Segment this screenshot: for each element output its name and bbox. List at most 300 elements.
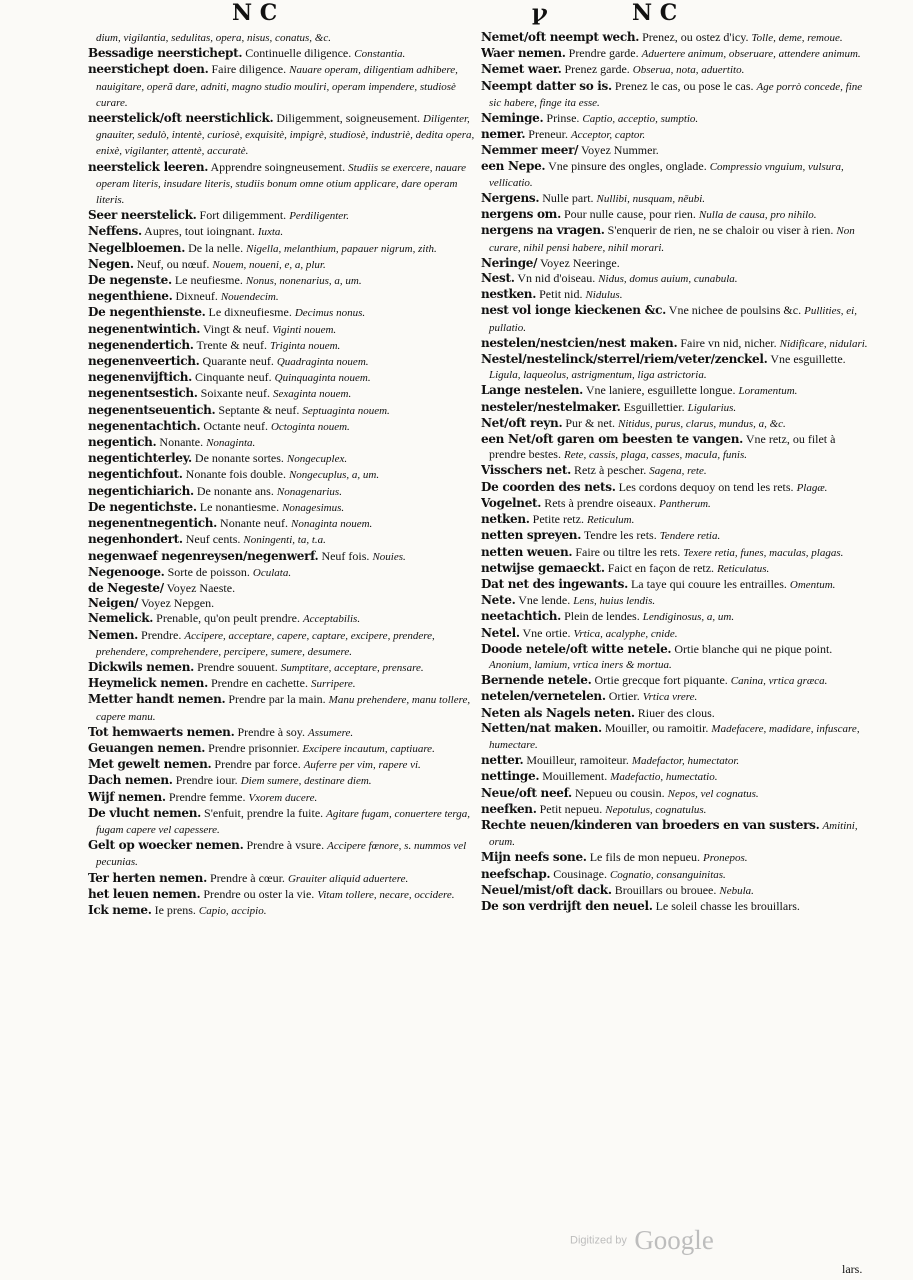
latin-gloss: Cognatio, consanguinitas. — [609, 868, 726, 881]
headword: negenentseuentich. — [88, 402, 216, 417]
french-gloss: Septante & neuf. — [218, 402, 300, 417]
dictionary-entry — [481, 496, 871, 512]
french-gloss: Vne laniere, esguillette longue. — [585, 383, 736, 398]
dictionary-entry — [481, 528, 871, 544]
dictionary-entry — [481, 46, 871, 62]
headword: netten weuen. — [481, 544, 573, 559]
french-gloss: Voyez Naeste. — [166, 580, 236, 595]
dictionary-entry — [88, 484, 478, 500]
dictionary-entry — [88, 549, 478, 565]
french-gloss: Mouillement. — [542, 769, 608, 784]
headword: nettinge. — [481, 769, 540, 784]
latin-gloss: Sexaginta nouem. — [273, 388, 352, 401]
french-gloss: S'enquerir de rien, ne se chaloir ou viser à rien. — [607, 223, 834, 238]
french-gloss: De nonante sortes. — [194, 451, 284, 466]
latin-gloss: Nulla de causa, pro nihilo. — [698, 209, 817, 222]
latin-gloss: dium, vigilantia, sedulitas, opera, nisus, conatus, &c. — [96, 32, 331, 44]
french-gloss: Prendre par force. — [214, 757, 301, 772]
latin-gloss: Noningenti, ta, t.a. — [243, 534, 326, 547]
headword: Ter herten nemen. — [88, 870, 207, 885]
latin-gloss: Quinquaginta nouem. — [274, 372, 371, 385]
dictionary-entry — [481, 159, 871, 191]
latin-gloss: Madefactor, humectator. — [631, 755, 740, 768]
headword: nergens om. — [481, 207, 561, 222]
french-gloss: Prinse. — [546, 111, 580, 126]
latin-gloss: Omentum. — [789, 578, 836, 591]
dictionary-entry — [481, 127, 871, 143]
french-gloss: Petit nepueu. — [539, 801, 603, 816]
dictionary-entry — [88, 46, 478, 62]
french-gloss: Vne pinsure des ongles, onglade. — [548, 158, 707, 173]
french-gloss: Prenez, ou ostez d'icy. — [642, 30, 749, 44]
dictionary-entry — [481, 463, 871, 479]
headword: negenentsestich. — [88, 386, 198, 401]
latin-gloss: Auferre per vim, rapere vi. — [303, 759, 421, 772]
latin-gloss: Nongecuplex. — [286, 453, 348, 466]
french-gloss: Prenez le cas, ou pose le cas. — [614, 78, 754, 93]
latin-gloss: Assumere. — [308, 726, 354, 739]
latin-gloss: Vitam tollere, necare, occidere. — [317, 888, 455, 901]
french-gloss: Prendre femme. — [168, 789, 246, 804]
dictionary-entry — [481, 62, 871, 78]
headword: netwijse gemaeckt. — [481, 560, 605, 575]
latin-gloss: Compressio vnguium, vulsura, vellicatio. — [489, 160, 844, 189]
headword: Neempt datter so is. — [481, 78, 612, 93]
french-gloss: Prendre à vsure. — [246, 838, 325, 853]
french-gloss: Le fils de mon nepueu. — [589, 850, 700, 865]
french-gloss: Prendre par la main. — [228, 692, 326, 707]
french-gloss: Prendre à cœur. — [209, 870, 285, 885]
headword: netter. — [481, 753, 524, 768]
catchword: lars. — [842, 1262, 863, 1276]
dictionary-entry — [88, 111, 478, 160]
dictionary-entry — [88, 596, 478, 611]
headword: negentich. — [88, 435, 157, 450]
french-gloss: Petit nid. — [539, 287, 583, 302]
dictionary-entry — [88, 516, 478, 532]
dictionary-entry — [88, 660, 478, 676]
dictionary-entry — [88, 741, 478, 757]
dictionary-entry — [88, 790, 478, 806]
latin-gloss: Anonium, lamium, vrtica iners & mortua. — [489, 658, 672, 671]
latin-gloss: Nidus, domus auium, cunabula. — [598, 273, 738, 286]
latin-gloss: Nepos, vel cognatus. — [667, 787, 759, 800]
dictionary-entry — [481, 721, 871, 753]
french-gloss: Faict en façon de retz. — [607, 560, 715, 575]
french-gloss: Pour nulle cause, pour rien. — [563, 207, 696, 222]
latin-gloss: Lens, huius lendis. — [573, 595, 656, 608]
latin-gloss: Rete, cassis, plaga, casses, macula, funis. — [563, 449, 747, 462]
latin-gloss: Pantherum. — [659, 497, 711, 510]
latin-gloss: Lendiginosus, a, um. — [642, 611, 735, 624]
dictionary-entry — [481, 336, 871, 352]
french-gloss: Prenez garde. — [564, 62, 630, 77]
headword: neerstichept doen. — [88, 62, 209, 77]
french-gloss: Vne nichee de poulsins &c. — [668, 303, 802, 318]
dictionary-entry — [88, 565, 478, 581]
dictionary-entry — [481, 577, 871, 593]
dictionary-entry — [88, 871, 478, 887]
headword: Netten/nat maken. — [481, 720, 602, 735]
french-gloss: Retz à pescher. — [573, 463, 647, 478]
dictionary-entry — [88, 224, 478, 240]
latin-gloss: Ligularius. — [687, 401, 737, 414]
french-gloss: Le soleil chasse les brouillars. — [655, 898, 800, 913]
latin-gloss: Nouem, noueni, e, a, plur. — [212, 258, 326, 271]
headword: Lange nestelen. — [481, 383, 584, 398]
latin-gloss: Grauiter aliquid aduertere. — [287, 872, 409, 885]
headword: Nemet/oft neempt wech. — [481, 30, 640, 44]
dictionary-entry — [88, 435, 478, 451]
latin-gloss: Acceptabilis. — [302, 613, 361, 626]
french-gloss: Voyez Nummer. — [581, 143, 659, 158]
latin-gloss: Oculata. — [252, 566, 292, 579]
french-gloss: Mouiller, ou ramoitir. — [604, 720, 709, 735]
french-gloss: Prenable, qu'on peult prendre. — [156, 611, 300, 626]
latin-gloss: Surripere. — [310, 678, 356, 691]
dictionary-entry — [88, 773, 478, 789]
headword: Neuel/mist/oft dack. — [481, 882, 612, 897]
french-gloss: Prendre ou oster la vie. — [203, 886, 315, 901]
latin-gloss: Captio, acceptio, sumptio. — [582, 113, 699, 126]
dictionary-entry — [88, 887, 478, 903]
french-gloss: Ortie grecque fort piquante. — [594, 673, 728, 688]
french-gloss: Le nonantiesme. — [199, 499, 280, 514]
dictionary-entry — [481, 256, 871, 271]
dictionary-entry — [88, 370, 478, 386]
headword: neetachtich. — [481, 609, 562, 624]
french-gloss: Fort diligemment. — [199, 208, 287, 223]
latin-gloss: Constantia. — [354, 48, 406, 61]
headword: De son verdrijft den neuel. — [481, 898, 653, 913]
headword: Waer nemen. — [481, 46, 566, 61]
latin-gloss: Pronepos. — [703, 852, 748, 865]
headword: De negentichste. — [88, 499, 197, 514]
dictionary-entry — [88, 532, 478, 548]
dictionary-entry — [88, 403, 478, 419]
latin-gloss: Ligula, laqueolus, astrigmentum, liga astrictoria. — [489, 369, 707, 382]
dictionary-entry — [481, 30, 871, 46]
headword: Nete. — [481, 593, 516, 608]
dictionary-entry — [481, 786, 871, 802]
french-gloss: Prendre. — [141, 627, 182, 642]
dictionary-entry — [88, 30, 478, 46]
dictionary-entry — [481, 79, 871, 111]
headword: Bernende netele. — [481, 673, 592, 688]
dictionary-entry — [88, 838, 478, 870]
latin-gloss: Reticulatus. — [717, 562, 770, 575]
headword: nesteler/nestelmaker. — [481, 399, 621, 414]
headword: Neigen/ — [88, 596, 139, 611]
latin-gloss: Nonus, nonenarius, a, um. — [245, 275, 362, 288]
dictionary-entry — [481, 383, 871, 399]
dictionary-entry — [481, 207, 871, 223]
french-gloss: Esguillettier. — [623, 399, 685, 414]
headword: Ick neme. — [88, 902, 152, 917]
latin-gloss: Accipere, acceptare, capere, captare, excipere, prendere, prehendere, comprehendere, percipere, sumere, desumere. — [96, 629, 435, 658]
latin-gloss: Non curare, nihil pensi habere, nihil morari. — [489, 225, 855, 254]
dictionary-entry — [481, 609, 871, 625]
french-gloss: Le dixneufiesme. — [208, 305, 292, 320]
headword: negenenveertich. — [88, 354, 200, 369]
headword: Met gewelt nemen. — [88, 757, 212, 772]
dictionary-entry — [88, 257, 478, 273]
headword: De coorden des nets. — [481, 479, 616, 494]
french-gloss: Ie prens. — [154, 902, 196, 917]
headword: Gelt op woecker nemen. — [88, 838, 244, 853]
french-gloss: Prendre prisonnier. — [208, 740, 300, 755]
headword: negenthiene. — [88, 289, 173, 304]
latin-gloss: Decimus nonus. — [294, 307, 366, 320]
headword: Nest. — [481, 271, 515, 286]
latin-gloss: Diligenter, gnauiter, sedulò, intentè, curiosè, exquisitè, impigrè, studiosè, industriè, dedita opera, enixè, vigilanter, attentè, accuratè. — [96, 113, 475, 158]
headword: netken. — [481, 512, 530, 527]
latin-gloss: Pullities, ei, pullatio. — [489, 305, 857, 334]
french-gloss: Diligemment, soigneusement. — [276, 111, 421, 126]
dictionary-entry — [481, 642, 871, 673]
headword: neerstelick/oft neerstichlick. — [88, 111, 274, 126]
dictionary-entry — [481, 593, 871, 609]
french-gloss: Prendre souuent. — [197, 659, 278, 674]
latin-gloss: Quadraginta nouem. — [276, 356, 369, 369]
dictionary-entry — [88, 725, 478, 741]
latin-gloss: Tendere retia. — [659, 530, 721, 543]
headword: Geuangen nemen. — [88, 740, 206, 755]
latin-gloss: Perdiligenter. — [289, 210, 349, 223]
header-right-mark: N C — [632, 0, 678, 26]
latin-gloss: Nidificare, nidulari. — [779, 337, 868, 350]
dictionary-entry — [481, 706, 871, 721]
headword: neefschap. — [481, 866, 551, 881]
dictionary-entry — [481, 753, 871, 769]
latin-gloss: Octoginta nouem. — [270, 420, 350, 433]
latin-gloss: Madefacere, madidare, infuscare, humectare. — [489, 722, 860, 751]
headword: Net/oft reyn. — [481, 415, 563, 430]
dictionary-entry — [481, 818, 871, 850]
headword: Negen. — [88, 256, 134, 271]
french-gloss: Brouillars ou brouee. — [614, 882, 717, 897]
headword: De negenthienste. — [88, 305, 206, 320]
french-gloss: Le neufiesme. — [174, 273, 243, 288]
french-gloss: Nonante neuf. — [220, 516, 289, 531]
headword: Nemmer meer/ — [481, 143, 579, 158]
dictionary-entry — [481, 480, 871, 496]
headword: nestelen/nestcien/nest maken. — [481, 335, 678, 350]
dictionary-entry — [481, 867, 871, 883]
headword: negentichiarich. — [88, 483, 194, 498]
dictionary-entry — [481, 303, 871, 335]
latin-gloss: Reticulum. — [586, 514, 635, 527]
french-gloss: Vingt & neuf. — [202, 321, 270, 336]
headword: een Net/oft garen om beesten te vangen. — [481, 432, 744, 447]
french-gloss: Aupres, tout ioingnant. — [144, 224, 255, 239]
headword: negenentwintich. — [88, 321, 201, 336]
headword: De vlucht nemen. — [88, 805, 202, 820]
dictionary-entry — [481, 223, 871, 255]
latin-gloss: Tolle, deme, remoue. — [751, 32, 843, 44]
headword: nergens na vragen. — [481, 223, 605, 238]
latin-gloss: Nonagenarius. — [276, 485, 342, 498]
headword: Heymelick nemen. — [88, 676, 208, 691]
french-gloss: Faire diligence. — [211, 62, 287, 77]
headword: Visschers net. — [481, 463, 571, 478]
headword: nestken. — [481, 287, 537, 302]
dictionary-entry — [88, 208, 478, 224]
french-gloss: Vne lende. — [518, 593, 571, 608]
headword: Negenooge. — [88, 564, 165, 579]
headword: negenentachtich. — [88, 418, 201, 433]
latin-gloss: Nigella, melanthium, papauer nigrum, zith. — [246, 242, 437, 255]
dictionary-entry — [88, 757, 478, 773]
headword: Metter handt nemen. — [88, 692, 226, 707]
headword: neerstelick leeren. — [88, 159, 209, 174]
latin-gloss: Nidulus. — [585, 289, 623, 302]
french-gloss: Continuelle diligence. — [245, 46, 352, 61]
watermark-logo: Google — [634, 1225, 714, 1255]
french-gloss: Prendre garde. — [568, 46, 639, 61]
headword: negentichterley. — [88, 451, 192, 466]
headword: neefken. — [481, 801, 537, 816]
french-gloss: Faire vn nid, nicher. — [680, 335, 777, 350]
headword: Nemet waer. — [481, 62, 562, 77]
latin-gloss: Sagena, rete. — [649, 465, 707, 478]
dictionary-entry — [481, 561, 871, 577]
page-header — [0, 2, 913, 24]
dictionary-entry — [88, 581, 478, 596]
dictionary-entry — [88, 676, 478, 692]
dictionary-entry — [481, 689, 871, 705]
french-gloss: Vne retz, ou filet à prendre bestes. — [489, 432, 836, 462]
french-gloss: De nonante ans. — [196, 483, 274, 498]
headword: negenenvijftich. — [88, 370, 193, 385]
headword: negenentnegentich. — [88, 516, 218, 531]
french-gloss: Quarante neuf. — [202, 354, 274, 369]
french-gloss: Dixneuf. — [175, 289, 218, 304]
latin-gloss: Septuaginta nouem. — [302, 404, 390, 417]
dictionary-entry — [88, 692, 478, 724]
dictionary-entry — [88, 611, 478, 627]
latin-gloss: Triginta nouem. — [269, 339, 341, 352]
headword: Neffens. — [88, 224, 142, 239]
right-column — [481, 30, 871, 914]
dictionary-entry — [88, 386, 478, 402]
latin-gloss: Nauare operam, diligentiam adhibere, nauigitare, operã dare, adniti, magno studio mouliri, operam impendere, studiosè curare. — [96, 64, 458, 109]
latin-gloss: Nepotulus, cognatulus. — [605, 803, 707, 816]
french-gloss: Petite retz. — [532, 512, 584, 527]
latin-gloss: Nonaginta. — [206, 437, 256, 450]
french-gloss: Ortie blanche qui ne pique point. — [674, 641, 833, 656]
headword: netten spreyen. — [481, 528, 582, 543]
french-gloss: Nonante fois double. — [185, 467, 286, 482]
headword: Tot hemwaerts nemen. — [88, 724, 235, 739]
dictionary-entry — [481, 626, 871, 642]
dictionary-entry — [481, 416, 871, 432]
headword: Bessadige neerstichept. — [88, 46, 243, 61]
latin-gloss: Vxorem ducere. — [248, 791, 318, 804]
dictionary-entry — [88, 322, 478, 338]
dictionary-entry — [88, 273, 478, 289]
headword: Negelbloemen. — [88, 240, 186, 255]
latin-gloss: Excipere incautum, captiuare. — [302, 742, 435, 755]
latin-gloss: Acceptor, captor. — [570, 129, 646, 142]
headword: Neminge. — [481, 111, 544, 126]
dictionary-entry — [481, 432, 871, 463]
headword: een Nepe. — [481, 158, 546, 173]
latin-gloss: Viginti nouem. — [272, 323, 337, 336]
dictionary-entry — [88, 628, 478, 660]
dictionary-entry — [88, 160, 478, 209]
headword: de Negeste/ — [88, 580, 164, 595]
headword: Nemelick. — [88, 611, 154, 626]
latin-gloss: Obserua, nota, aduertito. — [632, 64, 745, 77]
dictionary-entry — [88, 338, 478, 354]
latin-gloss: Vrtica vrere. — [642, 691, 698, 704]
headword: Nestel/nestelinck/sterrel/riem/veter/zenckel. — [481, 352, 768, 367]
french-gloss: Plein de lendes. — [564, 609, 640, 624]
headword: Neten als Nagels neten. — [481, 705, 635, 720]
latin-gloss: Loramentum. — [738, 385, 798, 398]
latin-gloss: Age porrò concede, fine sic habere, finge ita esse. — [489, 80, 863, 109]
latin-gloss: Nitidus, purus, clarus, mundus, a, &c. — [618, 417, 786, 430]
dictionary-entry — [481, 850, 871, 866]
french-gloss: Prendre à soy. — [237, 724, 306, 739]
french-gloss: Vn nid d'oiseau. — [517, 271, 596, 286]
latin-gloss: Diem sumere, destinare diem. — [240, 775, 372, 788]
latin-gloss: Plagæ. — [796, 481, 828, 494]
french-gloss: Nepueu ou cousin. — [574, 785, 665, 800]
headword: netelen/vernetelen. — [481, 689, 606, 704]
headword: nemer. — [481, 127, 526, 142]
dictionary-entry — [481, 899, 871, 914]
latin-gloss: Studiis se exercere, nauare operam literis, insudare literis, studiis bonum omne otium applicare, dare operam literis. — [96, 161, 467, 207]
latin-gloss: Aduertere animum, obseruare, attendere animum. — [641, 48, 861, 61]
french-gloss: Les cordons dequoy on tend les rets. — [618, 479, 794, 494]
dictionary-entry — [88, 62, 478, 111]
french-gloss: Vne ortie. — [522, 625, 571, 640]
french-gloss: Voyez Neeringe. — [540, 255, 620, 270]
dictionary-entry — [481, 883, 871, 899]
latin-gloss: Iuxta. — [257, 226, 284, 239]
latin-gloss: Accipere fœnore, s. nummos vel pecunias. — [96, 840, 467, 869]
headword: Dickwils nemen. — [88, 659, 195, 674]
french-gloss: Neuf, ou nœuf. — [136, 256, 210, 271]
latin-gloss: Nullibi, nusquam, nēubi. — [596, 193, 706, 206]
headword: Wijf nemen. — [88, 789, 166, 804]
dictionary-entry — [481, 802, 871, 818]
french-gloss: Octante neuf. — [203, 418, 268, 433]
dictionary-entry — [88, 419, 478, 435]
dictionary-entry — [88, 806, 478, 838]
headword: Rechte neuen/kinderen van broeders en van susters. — [481, 817, 820, 832]
french-gloss: Riuer des clous. — [637, 705, 715, 720]
latin-gloss: Manu prehendere, manu tollere, capere manu. — [96, 694, 471, 723]
french-gloss: Pur & net. — [565, 415, 616, 430]
headword: Doode netele/oft witte netele. — [481, 641, 672, 656]
french-gloss: Prendre en cachette. — [211, 676, 308, 691]
dictionary-entry — [88, 305, 478, 321]
latin-gloss: Nonagesimus. — [282, 501, 345, 514]
headword: negenhondert. — [88, 532, 183, 547]
headword: Nergens. — [481, 191, 540, 206]
latin-gloss: Nonaginta nouem. — [291, 518, 373, 531]
dictionary-entry — [88, 289, 478, 305]
dictionary-entry — [481, 673, 871, 689]
french-gloss: Soixante neuf. — [200, 386, 270, 401]
dictionary-entry — [88, 451, 478, 467]
french-gloss: Sorte de poisson. — [167, 564, 250, 579]
french-gloss: Nonante. — [159, 435, 204, 450]
dictionary-entry — [481, 545, 871, 561]
